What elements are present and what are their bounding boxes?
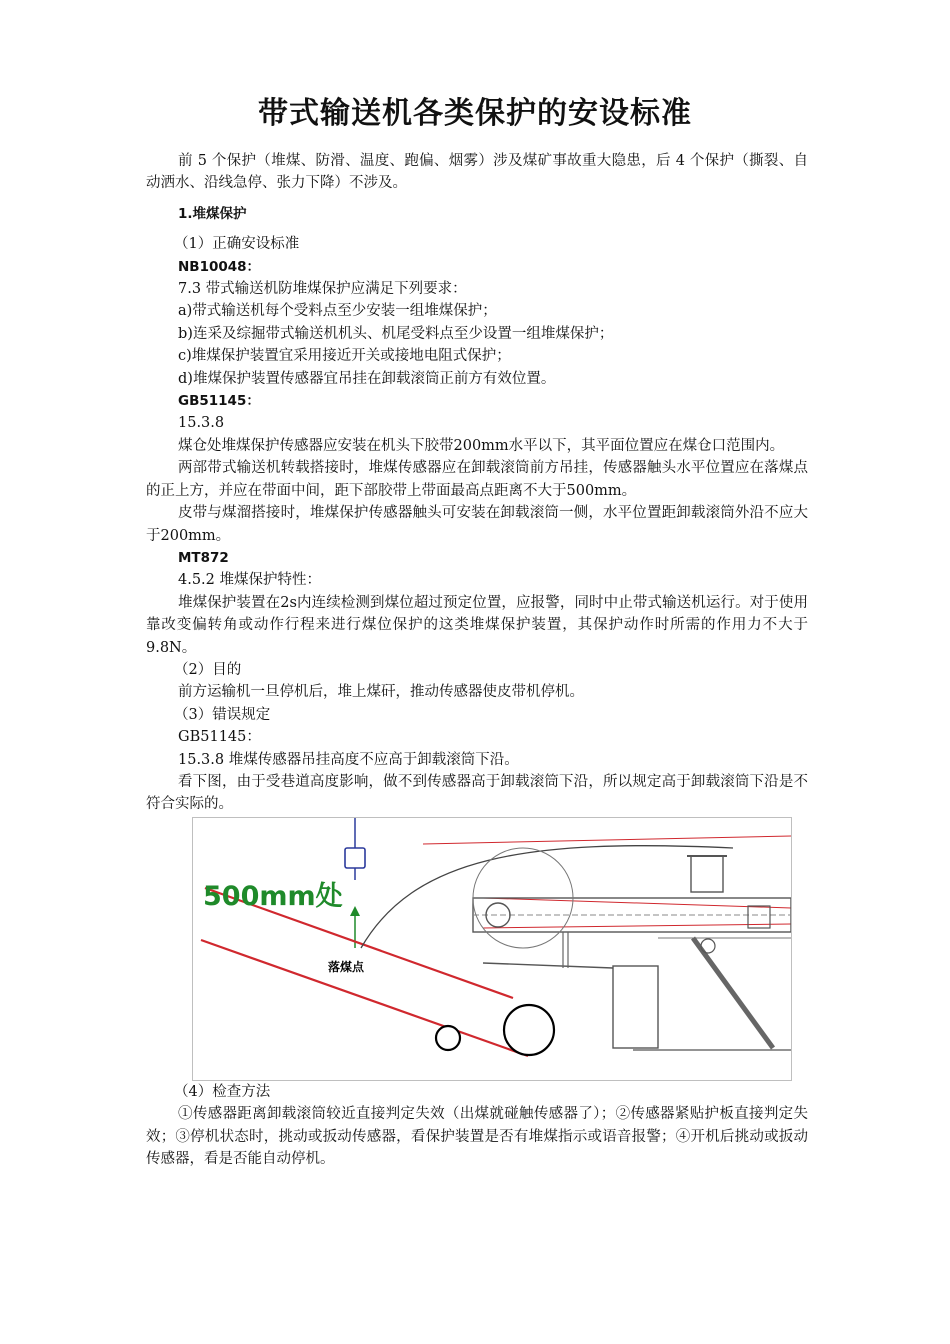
document-body xyxy=(146,150,808,1170)
machine-outline-low xyxy=(483,924,791,928)
sensor-box xyxy=(345,848,365,868)
belt-conveyor-figure xyxy=(192,817,792,1081)
clause-15-3-8: 15.3.8 xyxy=(178,415,225,432)
standard-gb51145-err: GB51145： xyxy=(178,729,261,746)
paragraph: 看下图，由于受巷道高度影响，做不到传感器高于卸载滚筒下沿，所以规定高于卸载滚筒下沿是不符合实际的。 xyxy=(146,773,808,813)
lower-belt-line xyxy=(201,940,528,1056)
measure-arrow-head xyxy=(350,906,360,916)
list-item: a)带式输送机每个受料点至少安装一组堆煤保护； xyxy=(178,303,497,320)
purpose-paragraph: 前方运输机一旦停机后，堆上煤矸，推动传感器使皮带机停机。 xyxy=(178,684,584,701)
small-idler xyxy=(436,1026,460,1050)
intro-paragraph: 前 5 个保护（堆煤、防滑、温度、跑偏、烟雾）涉及煤矿事故重大隐患，后 4 个保护（撕裂、自动洒水、沿线急停、张力下降）不涉及。 xyxy=(146,153,808,192)
support-column xyxy=(613,966,658,1048)
subheading-purpose: （2）目的 xyxy=(174,661,242,678)
support-beam xyxy=(483,963,613,968)
standard-nb10048: NB10048： xyxy=(178,258,261,275)
standard-gb51145: GB51145： xyxy=(178,393,260,410)
document-title: 带式输送机各类保护的安设标准 xyxy=(258,96,692,131)
clause-15-3-8-err: 15.3.8 堆煤传感器吊挂高度不应高于卸载滚筒下沿。 xyxy=(178,751,519,768)
check-paragraph: ①传感器距离卸载滚筒较近直接判定失效（出煤就碰触传感器了）；②传感器紧贴护板直接判定失效；③停机状态时，挑动或扳动传感器，看保护装置是否有堆煤指示或语音报警；④开机后挑动或扳动传感器，看是否能自动停机。 xyxy=(146,1106,808,1167)
label-500mm: 500mm处 xyxy=(203,880,343,912)
clause-7-3: 7.3 带式输送机防堆煤保护应满足下列要求： xyxy=(178,281,467,298)
subheading-error: （3）错误规定 xyxy=(174,706,271,723)
subheading-standard: （1）正确安设标准 xyxy=(174,236,300,253)
pivot-pin xyxy=(701,939,715,953)
inclined-strut xyxy=(693,938,773,1048)
head-sprocket xyxy=(486,903,510,927)
subheading-check: （4）检查方法 xyxy=(174,1083,271,1100)
machine-outline-top xyxy=(423,836,791,844)
list-item: b)连采及综掘带式输送机机头、机尾受料点至少设置一组堆煤保护； xyxy=(178,325,614,342)
paragraph: 堆煤保护装置在2s内连续检测到煤位超过预定位置，应报警，同时中止带式输送机运行。对于使用靠改变偏转角或动作行程来进行煤位保护的这类堆煤保护装置，其保护动作时所需的作用力不大于9.8N。 xyxy=(146,594,808,656)
paragraph: 煤仓处堆煤保护传感器应安装在机头下胶带200mm水平以下，其平面位置应在煤仓口范围内。 xyxy=(178,437,785,454)
standard-mt872: MT872 xyxy=(178,549,229,566)
discharge-pulley xyxy=(504,1005,554,1055)
list-item: c)堆煤保护装置宜采用接近开关或接地电阻式保护； xyxy=(178,348,511,365)
hopper-box xyxy=(691,856,723,892)
label-drop-point: 落煤点 xyxy=(328,959,365,974)
section-heading: 1.堆煤保护 xyxy=(178,205,247,222)
paragraph: 两部带式输送机转载搭接时，堆煤传感器应在卸载滚筒前方吊挂，传感器触头水平位置应在落煤点的正上方，并应在带面中间，距下部胶带上带面最高点距离不大于500mm。 xyxy=(146,460,808,499)
machine-outline-mid xyxy=(483,898,791,908)
conveyor-diagram xyxy=(193,818,791,1080)
list-item: d)堆煤保护装置传感器宜吊挂在卸载滚筒正前方有效位置。 xyxy=(178,370,556,387)
clause-4-5-2: 4.5.2 堆煤保护特性： xyxy=(178,572,322,589)
paragraph: 皮带与煤溜搭接时，堆煤保护传感器触头可安装在卸载滚筒一侧，水平位置距卸载滚筒外沿不应大于200mm。 xyxy=(146,505,808,544)
